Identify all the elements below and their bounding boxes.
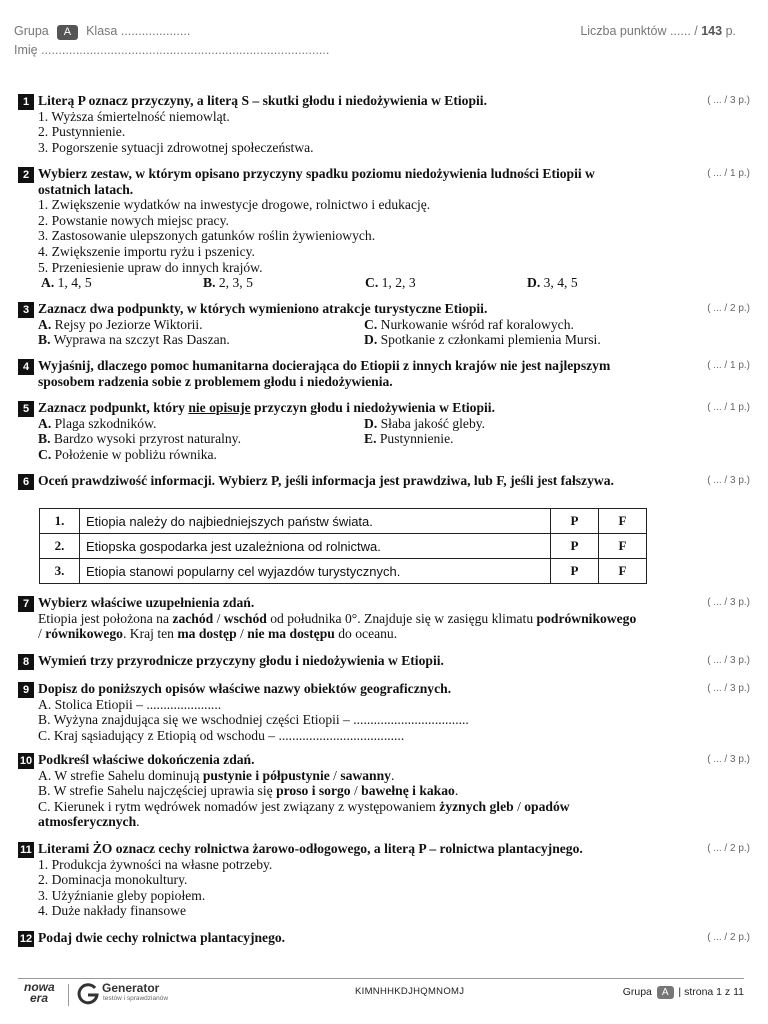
question-number: 7 [18,596,34,612]
answer-option-e[interactable]: E. Pustynnienie. [364,431,454,447]
question-3 [18,301,750,348]
sentence-b: B. W strefie Sahelu najczęściej uprawia się proso i sorgo / bawełnę i kakao. [38,783,459,799]
footer-grupa-badge: A [657,986,674,999]
question-points: ( ... / 2 p.) [707,303,750,314]
list-item: 3. Użyźnianie gleby popiołem. [38,887,206,903]
points-suffix: p. [725,24,736,38]
page-number: | strona 1 z 11 [678,986,744,998]
question-title: Oceń prawdziwość informacji. Wybierz P, jeśli informacja jest prawdziwa, lub F, jeśli jest fałszywa. [38,473,614,488]
question-number: 11 [18,842,34,858]
choice-sawanny[interactable]: sawanny [340,767,391,783]
header-left [14,24,190,40]
question-title: Podaj dwie cechy rolnictwa plantacyjnego. [38,930,286,945]
points-summary [580,24,736,38]
fill-in-item[interactable]: C. Kraj sąsiadujący z Etiopią od wschodu – ..................................... [38,727,405,743]
question-11 [18,841,750,919]
question-1 [18,93,750,155]
question-points: ( ... / 3 p.) [707,475,750,486]
list-item: 2. Powstanie nowych miejsc pracy. [38,212,229,228]
row-statement: Etiopia stanowi popularny cel wyjazdów turystycznych. [80,559,551,584]
answer-option-a[interactable]: A. Plaga szkodników. [38,415,157,431]
question-title: Wybierz właściwe uzupełnienia zdań. [38,595,255,610]
question-title: Podkreśl właściwe dokończenia zdań. [38,752,255,767]
false-option[interactable]: F [599,534,647,559]
logo-divider [68,984,69,1006]
list-item: 5. Przeniesienie upraw do innych krajów. [38,259,263,275]
answer-option-d[interactable]: D. 3, 4, 5 [527,275,578,291]
choice-proso[interactable]: proso i sorgo [276,783,351,799]
choice-opady-cont[interactable]: atmosferycznych [38,814,137,830]
question-points: ( ... / 3 p.) [707,683,750,694]
row-number: 2. [40,534,80,559]
list-item: 1. Produkcja żywności na własne potrzeby. [38,856,273,872]
table-row [40,534,647,559]
question-8 [18,653,750,669]
generator-g-icon [76,982,100,1006]
answer-option-b[interactable]: B. Bardzo wysoki przyrost naturalny. [38,431,241,447]
choice-podrownikowego[interactable]: podrównikowego [536,610,637,626]
choice-nie-ma-dostepu[interactable]: nie ma dostępu [247,626,335,642]
answer-option-a[interactable]: A. Rejsy po Jeziorze Wiktorii. [38,316,203,332]
choice-rownikowego[interactable]: równikowego [45,626,123,642]
list-item: 1. Wyższa śmiertelność niemowląt. [38,108,230,124]
question-points: ( ... / 1 p.) [707,168,750,179]
question-points: ( ... / 3 p.) [707,597,750,608]
grupa-label: Grupa [14,24,49,38]
fill-in-item[interactable]: B. Wyżyna znajdująca się we wschodniej części Etiopii – .................................. [38,712,469,728]
question-5 [18,400,750,462]
true-false-table [39,508,647,584]
points-total: 143 [701,24,723,38]
sentence-line: / równikowego. Kraj ten ma dostęp / nie ma dostępu do oceanu. [38,626,398,642]
question-number: 12 [19,933,33,945]
choice-zyzne-gleby[interactable]: żyznych gleb [439,798,514,814]
question-title: Literą P oznacz przyczyny, a literą S – skutki głodu i niedożywienia w Etiopii. [38,93,487,108]
question-points: ( ... / 2 p.) [707,843,750,854]
list-item: 3. Pogorszenie sytuacji zdrowotnej społeczeństwa. [38,139,314,155]
answer-option-c[interactable]: C. Położenie w pobliżu równika. [38,446,217,462]
question-title: Dopisz do poniższych opisów właściwe nazwy obiektów geograficznych. [38,681,452,696]
true-option[interactable]: P [551,559,599,584]
question-points: ( ... / 3 p.) [707,655,750,666]
question-number: 9 [18,682,34,698]
footer-page-info [623,986,744,999]
answer-option-d[interactable]: D. Słaba jakość gleby. [364,415,486,431]
question-title: Zaznacz podpunkt, który nie opisuje przyczyn głodu i niedożywienia w Etiopii. [38,400,495,415]
name-field[interactable]: Imię ................................................................................... [14,43,330,57]
list-item: 4. Duże nakłady finansowe [38,903,186,919]
page-footer [18,978,744,979]
question-number: 5 [18,401,34,417]
question-number: 3 [18,302,34,318]
question-points: ( ... / 1 p.) [707,402,750,413]
question-10 [18,752,750,830]
answer-option-a[interactable]: A. 1, 4, 5 [41,275,92,291]
false-option[interactable]: F [599,509,647,534]
list-item: 4. Zwiększenie importu ryżu i pszenicy. [38,243,255,259]
choice-bawelna[interactable]: bawełnę i kakao [361,783,455,799]
footer-grupa-label: Grupa [622,986,652,998]
answer-option-c[interactable]: C. 1, 2, 3 [365,275,416,291]
question-title: Literami ŻO oznacz cechy rolnictwa żarowo-odłogowego, a literą P – rolnictwa plantacyjnego. [38,841,583,856]
question-points: ( ... / 1 p.) [707,360,750,371]
row-statement: Etiopia należy do najbiedniejszych państw świata. [80,509,551,534]
question-points: ( ... / 2 p.) [707,932,750,943]
question-title: Zaznacz dwa podpunkty, w których wymieniono atrakcje turystyczne Etiopii. [38,301,488,316]
true-option[interactable]: P [551,509,599,534]
sentence-a: A. W strefie Sahelu dominują pustynie i półpustynie / sawanny. [38,767,395,783]
row-statement: Etiopska gospodarka jest uzależniona od rolnictwa. [80,534,551,559]
question-number: 10 [19,755,33,767]
true-option[interactable]: P [551,534,599,559]
question-number: 8 [18,654,34,670]
answer-option-d[interactable]: D. Spotkanie z członkami plemienia Mursi. [364,332,601,348]
question-7 [18,595,750,642]
sentence-c-cont: atmosferycznych. [38,814,140,830]
false-option[interactable]: F [599,559,647,584]
choice-zachod[interactable]: zachód [172,610,214,626]
klasa-field[interactable]: Klasa .................... [86,24,191,38]
question-number: 2 [18,167,34,183]
question-12 [18,930,750,946]
generator-logo [76,981,176,1007]
question-6 [18,473,750,489]
question-number: 4 [18,359,34,375]
list-item: 2. Dominacja monokultury. [38,872,188,888]
question-title: Wymień trzy przyrodnicze przyczyny głodu i niedożywienia w Etiopii. [38,653,444,668]
table-row [40,559,647,584]
list-item: 1. Zwiększenie wydatków na inwestycje drogowe, rolnictwo i edukację. [38,197,431,213]
choice-pustynie[interactable]: pustynie i półpustynie [202,767,330,783]
sentence-c: C. Kierunek i rytm wędrówek nomadów jest związany z występowaniem żyznych gleb / opadów [38,798,570,814]
list-item: 2. Pustynnienie. [38,124,126,140]
points-label: Liczba punktów ...... / [580,24,698,38]
choice-ma-dostep[interactable]: ma dostęp [177,626,237,642]
generator-title: Generator [102,981,160,995]
question-4 [18,358,750,389]
grupa-badge: A [57,25,78,40]
fill-in-item[interactable]: A. Stolica Etiopii – ...................... [38,696,222,712]
question-title: Wyjaśnij, dlaczego pomoc humanitarna docierająca do Etiopii z innych krajów nie jest najlepszym sposobem radzenia sobie z problemem głodu i niedożywienia. [38,358,611,389]
answer-option-b[interactable]: B. 2, 3, 5 [203,275,253,291]
question-points: ( ... / 3 p.) [707,95,750,106]
question-title: Wybierz zestaw, w którym opisano przyczyny spadku poziomu niedożywienia ludności Etiopii w ostatnich latach. [38,166,595,197]
list-item: 3. Zastosowanie ulepszonych gatunków roślin żywieniowych. [38,228,376,244]
question-number: 1 [18,94,34,110]
test-code: KIMNHHKDJHQMNOMJ [355,986,465,997]
question-number: 6 [18,474,34,490]
generator-subtitle: testów i sprawdzianów [103,995,169,1002]
choice-opady[interactable]: opadów [524,798,570,814]
answer-option-c[interactable]: C. Nurkowanie wśród raf koralowych. [364,316,574,332]
question-2 [18,166,750,291]
choice-wschod[interactable]: wschód [223,610,267,626]
table-row [40,509,647,534]
nowa-era-logo: nowa era [24,980,55,1005]
question-9 [18,681,750,743]
row-number: 1. [40,509,80,534]
row-number: 3. [40,559,80,584]
question-points: ( ... / 3 p.) [707,754,750,765]
answer-option-b[interactable]: B. Wyprawa na szczyt Ras Daszan. [38,332,230,348]
sentence-line: Etiopia jest położona na zachód / wschód od południka 0°. Znajduje się w zasięgu klimatu podrównikowego [38,610,637,626]
